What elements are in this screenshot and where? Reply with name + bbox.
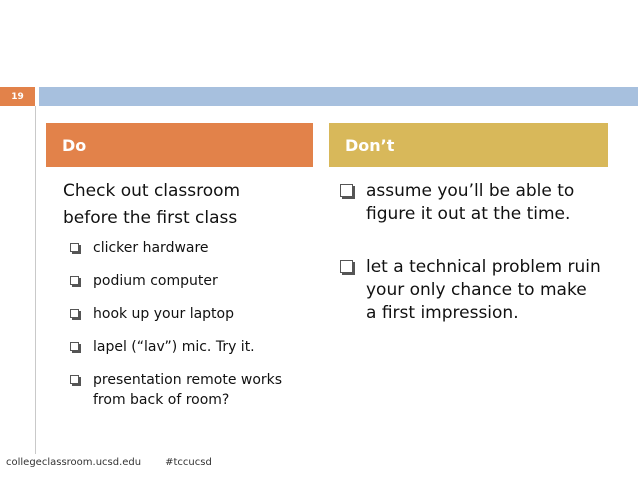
dont-list — [340, 180, 608, 355]
list-item-label: hook up your laptop — [93, 306, 234, 322]
list-item-label: presentation remote works from back of room? — [93, 372, 283, 408]
top-accent-bar — [39, 87, 638, 106]
checkbox-bullet-icon — [70, 375, 79, 384]
list-item-label: assume you’ll be able to figure it out at the time. — [366, 181, 575, 224]
list-item — [70, 271, 320, 291]
footer — [6, 457, 212, 468]
left-divider-line — [35, 106, 36, 454]
do-main-line-2: before the first class — [63, 208, 238, 228]
list-item-label: podium computer — [93, 273, 218, 289]
do-header-label: Do — [62, 135, 87, 155]
do-column-header — [46, 123, 313, 167]
do-checklist — [70, 238, 320, 423]
footer-hashtag: #tccucsd — [165, 457, 212, 468]
checkbox-bullet-icon — [340, 260, 353, 273]
slide-number: 19 — [0, 87, 35, 106]
checkbox-bullet-icon — [70, 276, 79, 285]
list-item-label: let a technical problem ruin your only chance to make a first impression. — [366, 257, 601, 323]
do-main-text — [63, 178, 323, 232]
list-item — [70, 337, 320, 357]
dont-column-header — [329, 123, 608, 167]
list-item — [340, 180, 608, 226]
dont-header-label: Don’t — [345, 135, 395, 155]
list-item-label: lapel (“lav”) mic. Try it. — [93, 339, 255, 355]
footer-site-link[interactable]: collegeclassroom.ucsd.edu — [6, 457, 142, 468]
list-item-label: clicker hardware — [93, 240, 209, 256]
checkbox-bullet-icon — [70, 243, 79, 252]
list-item — [70, 304, 320, 324]
list-item — [340, 256, 608, 325]
list-item — [70, 370, 320, 410]
checkbox-bullet-icon — [70, 309, 79, 318]
checkbox-bullet-icon — [70, 342, 79, 351]
list-item — [70, 238, 320, 258]
checkbox-bullet-icon — [340, 184, 353, 197]
do-main-line-1: Check out classroom — [63, 181, 241, 201]
